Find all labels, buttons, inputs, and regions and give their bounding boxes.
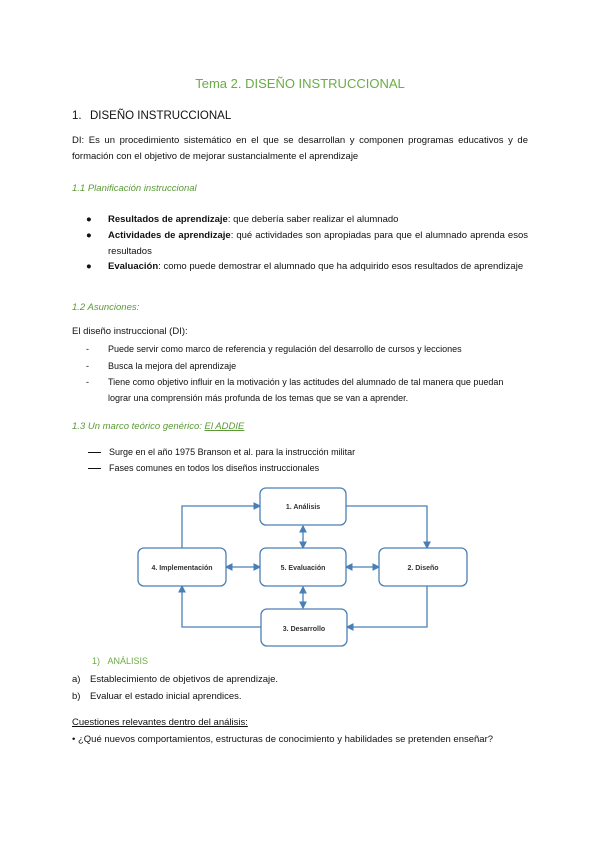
label-evaluacion: 5. Evaluación <box>280 565 326 572</box>
dash-marker: - <box>86 377 89 387</box>
bullet-bold: Actividades de aprendizaje <box>108 230 231 241</box>
heading-number: 1. <box>72 110 82 122</box>
dash-marker: - <box>86 344 89 354</box>
dash-item: - Tiene como objetivo influir en la motivación y las actitudes del alumnado de tal manera que puedan lograr una comprensión más profunda de los temas que se van a aprender. <box>86 374 528 406</box>
label-implementacion: 4. Implementación <box>151 565 213 572</box>
dash-item: - Busca la mejora del aprendizaje <box>86 358 528 374</box>
bullet-rest: : como puede demostrar el alumnado que ha adquirido esos resultados de aprendizaje <box>158 261 524 272</box>
line-item: Surge en el año 1975 Branson et al. para la instrucción militar <box>88 447 355 457</box>
question-item: • ¿Qué nuevos comportamientos, estructuras de conocimiento y habilidades se pretenden enseñar? <box>72 734 494 745</box>
label-analisis: 1. Análisis <box>285 504 321 511</box>
bullet-bold: Evaluación <box>108 261 159 272</box>
bullet-rest: : que debería saber realizar el alumnado <box>227 214 399 225</box>
bullet-rest: : qué actividades son apropiadas para que el alumnado aprenda esos resultados <box>108 230 529 257</box>
bullet-dot: ● <box>86 261 92 272</box>
dash-item: - Puede servir como marco de referencia y regulación del desarrollo de cursos y lecciones <box>86 341 528 357</box>
bullet-dot: ● <box>86 214 92 225</box>
addie-link[interactable]: El ADDIE <box>204 421 245 432</box>
heading-text: DISEÑO INSTRUCCIONAL <box>90 110 232 122</box>
page-title: Tema 2. DISEÑO INSTRUCCIONAL <box>195 76 405 91</box>
subsection-analisis: 1) ANÁLISIS <box>92 656 149 666</box>
assumptions-lead: El diseño instruccional (DI): <box>72 326 188 337</box>
arrow-implementacion-analisis <box>182 506 260 548</box>
bullet-dot: ● <box>86 230 92 241</box>
bullet-bold: Resultados de aprendizaje <box>108 214 228 225</box>
label-desarrollo: 3. Desarrollo <box>282 626 326 633</box>
analysis-item: a) Establecimiento de objetivos de aprendizaje. <box>72 674 279 685</box>
subheading-1-3: 1.3 Un marco teórico genérico: El ADDIE <box>72 421 245 432</box>
intro-paragraph: DI: Es un procedimiento sistemático en el que se desarrollan y componen programas educativos y de formación con el objetivo de mejorar sustancialmente el aprendizaje <box>72 135 528 162</box>
label-diseno: 2. Diseño <box>407 565 439 572</box>
analysis-item: b) Evaluar el estado inicial aprendices. <box>72 691 242 702</box>
subheading-1-2: 1.2 Asunciones: <box>72 302 140 313</box>
line-item: Fases comunes en todos los diseños instruccionales <box>88 463 319 473</box>
subheading-1-1: 1.1 Planificación instruccional <box>72 183 197 194</box>
dash-marker: - <box>86 361 89 371</box>
arrow-diseno-desarrollo <box>347 586 427 627</box>
arrow-desarrollo-implementacion <box>182 586 261 627</box>
arrow-analisis-diseno <box>346 506 427 548</box>
questions-heading: Cuestiones relevantes dentro del análisis: <box>72 717 248 728</box>
